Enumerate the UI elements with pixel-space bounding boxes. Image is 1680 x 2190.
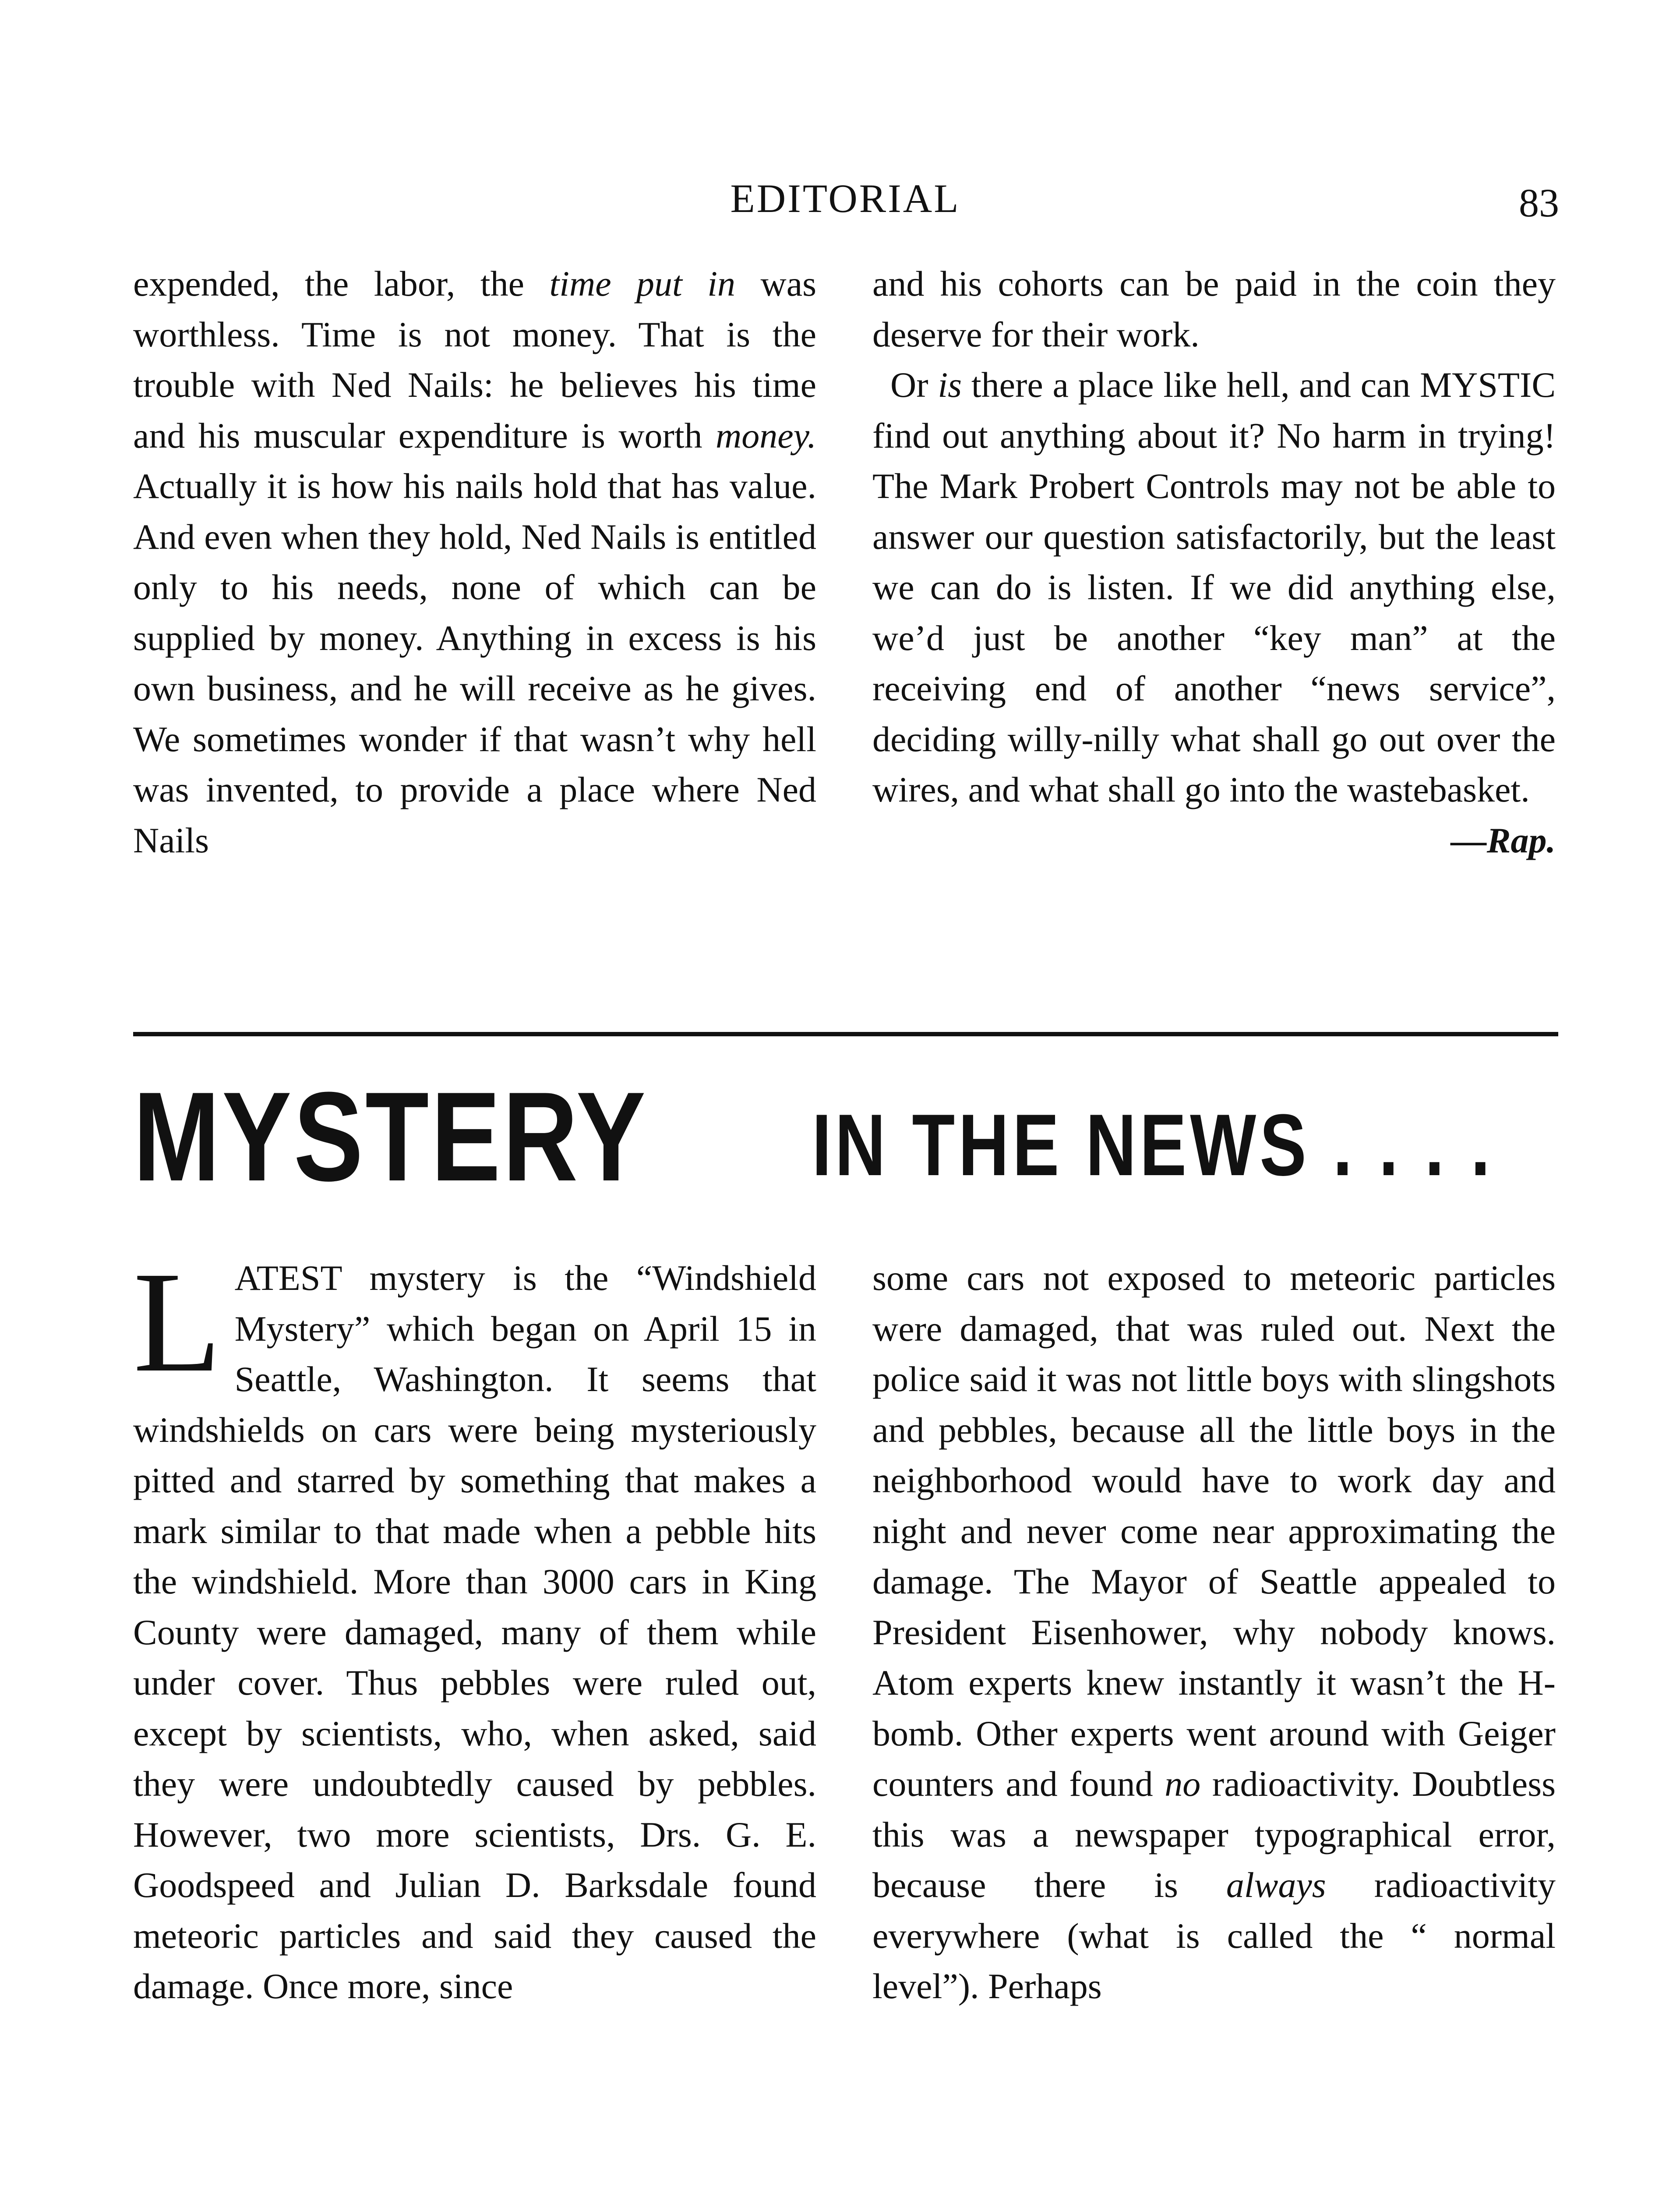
article-emphasis-no: no bbox=[1165, 1764, 1201, 1804]
article-left-column bbox=[133, 1242, 816, 2012]
section-headline bbox=[133, 1064, 1558, 1209]
editorial-left-column bbox=[133, 258, 816, 865]
editorial-text: expended, the labor, the bbox=[133, 264, 525, 304]
editorial-paragraph: and his cohorts can be paid in the coin they deserve for their work. bbox=[872, 264, 1556, 354]
editorial-paragraph bbox=[872, 360, 1556, 860]
editorial-right-column bbox=[872, 258, 1556, 865]
editorial-text: there a place like hell, and can MYSTIC find out anything about it? No harm in trying! The Mark Probert Controls may not be able to answer our question satisfactorily, but the least we can do is listen. If we did anything else, we’d just be another “key man” at the receiving end of another “news service”, deciding willy-nilly what shall go out over the wires, and what shall go into the wastebasket. bbox=[872, 365, 1556, 809]
editorial-text: was worthless. Time is not money. That is the trouble with Ned Nails: he believes his time and his muscular expenditure is worth bbox=[133, 264, 817, 456]
article-text: some cars not exposed to meteoric particles were damaged, that was ruled out. Next the police said it was not little boys with slingshots and pebbles, because all the little boys in the neighborhood would have to work day and night and never come near approximating the damage. The Mayor of Seattle appealed to President Eisenhower, why nobody knows. Atom experts knew instantly it wasn’t the H-bomb. Other experts went around with Geiger counters and found bbox=[872, 1258, 1556, 1804]
article-text: radioactivity. Doubtless this was a newspaper typographical error, because there is bbox=[872, 1764, 1556, 1905]
running-head bbox=[131, 175, 1559, 228]
editorial-text: Or bbox=[890, 365, 928, 405]
article-text: ATEST mystery is the “Windshield Mystery” which began on April 15 in Seattle, Washington. It seems that windshields on cars were being mysteriously pitted and starred by something that makes a mark similar to that made when a pebble hits the windshield. More than 3000 cars in King County were damaged, many of them while under cover. Thus pebbles were ruled out, except by scientists, who, when asked, said they were undoubtedly caused by pebbles. However, two more scientists, Drs. G. E. Goodspeed and Julian D. Barksdale found meteoric particles and said they caused the damage. Once more, since bbox=[133, 1258, 816, 2006]
editorial-emphasis-money: money. bbox=[716, 415, 816, 456]
drop-cap: L bbox=[133, 1242, 222, 1402]
editorial-signature: —Rap. bbox=[1451, 820, 1556, 860]
article-paragraph bbox=[872, 1253, 1556, 2012]
editorial-emphasis-is: is bbox=[938, 365, 962, 405]
headline-mystery: MYSTERY bbox=[133, 1066, 648, 1208]
editorial-emphasis-time-put-in: time put in bbox=[549, 264, 736, 304]
article-text: radioactivity everywhere (what is called the “ normal level”). Perhaps bbox=[872, 1865, 1556, 2006]
section-divider bbox=[133, 1032, 1558, 1036]
running-title: EDITORIAL bbox=[730, 176, 960, 221]
editorial-paragraph bbox=[133, 258, 816, 865]
page-number: 83 bbox=[1519, 180, 1559, 225]
article-emphasis-always: always bbox=[1226, 1865, 1326, 1905]
headline-in-the-news: IN THE NEWS . . . . bbox=[812, 1096, 1494, 1194]
article-paragraph bbox=[133, 1242, 816, 2012]
editorial-text: Actually it is how his nails hold that has value. And even when they hold, Ned Nails is entitled only to his needs, none of which can be supplied by money. Anything in excess is his own business, and he will receive as he gives. We sometimes wonder if that wasn’t why hell was invented, to provide a place where Ned Nails bbox=[133, 466, 816, 860]
article-right-column bbox=[872, 1253, 1556, 2012]
